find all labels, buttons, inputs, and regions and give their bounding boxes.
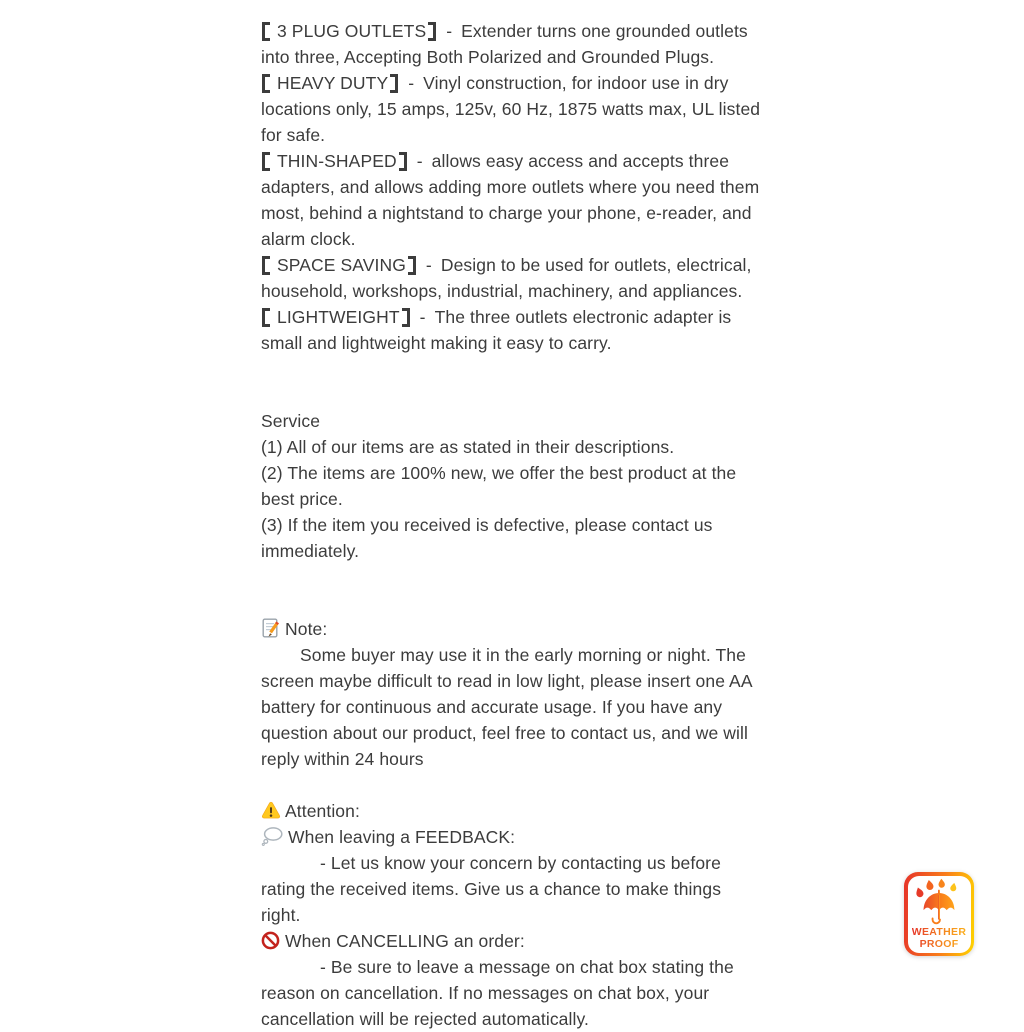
feature-separator: - bbox=[425, 255, 432, 275]
cjk-close-bracket-icon bbox=[402, 308, 410, 327]
cancel-row bbox=[261, 928, 764, 954]
feature-separator: - bbox=[416, 151, 423, 171]
badge-line2: PROOF bbox=[919, 937, 959, 950]
cancel-heading: When CANCELLING an order: bbox=[285, 931, 525, 951]
cjk-close-bracket-icon bbox=[408, 256, 416, 275]
feature-desc: Design to be used for outlets, electrical, household, workshops, industrial, machinery, and appliances. bbox=[261, 255, 752, 301]
note-heading: Note: bbox=[285, 619, 328, 639]
badge-line1: WEATHER bbox=[911, 926, 967, 938]
feature-label: HEAVY DUTY bbox=[277, 73, 389, 93]
service-heading: Service bbox=[261, 411, 321, 431]
cjk-open-bracket-icon bbox=[262, 256, 270, 275]
service-item: (2) The items are 100% new, we offer the best product at the best price. bbox=[261, 463, 737, 509]
note-heading-row bbox=[261, 616, 764, 642]
feature-desc: Vinyl construction, for indoor use in dry locations only, 15 amps, 125v, 60 Hz, 1875 watts max, UL listed for safe. bbox=[261, 73, 761, 145]
cjk-open-bracket-icon bbox=[262, 22, 270, 41]
attention-section bbox=[261, 798, 764, 1032]
cjk-close-bracket-icon bbox=[428, 22, 436, 41]
feature-separator: - bbox=[408, 73, 415, 93]
cjk-close-bracket-icon bbox=[399, 152, 407, 171]
service-item: (1) All of our items are as stated in their descriptions. bbox=[261, 437, 675, 457]
feature-label: SPACE SAVING bbox=[277, 255, 406, 275]
feature-label: THIN-SHAPED bbox=[277, 151, 397, 171]
description-text bbox=[261, 18, 764, 1032]
weather-proof-badge bbox=[904, 872, 974, 956]
feedback-heading: When leaving a FEEDBACK: bbox=[288, 827, 516, 847]
feature-label: LIGHTWEIGHT bbox=[277, 307, 400, 327]
feature-desc: The three outlets electronic adapter is small and lightweight making it easy to carry. bbox=[261, 307, 732, 353]
feature-item bbox=[261, 252, 764, 304]
feedback-detail: - Let us know your concern by contacting us before rating the received items. Give us a chance to make things right. bbox=[261, 853, 722, 925]
prohibited-icon bbox=[261, 931, 280, 950]
attention-heading-row bbox=[261, 798, 764, 824]
note-body: Some buyer may use it in the early morning or night. The screen maybe difficult to read in low light, please insert one AA battery for continuous and accurate usage. If you have any question about our product, feel free to contact us, and we will reply within 24 hours bbox=[261, 645, 752, 769]
badge-text bbox=[912, 927, 966, 950]
feature-label: 3 PLUG OUTLETS bbox=[277, 21, 427, 41]
service-section bbox=[261, 408, 764, 564]
thought-bubble-icon bbox=[261, 827, 283, 846]
cjk-open-bracket-icon bbox=[262, 152, 270, 171]
cjk-open-bracket-icon bbox=[262, 74, 270, 93]
feature-separator: - bbox=[446, 21, 453, 41]
memo-icon bbox=[261, 618, 281, 638]
feedback-row bbox=[261, 824, 764, 850]
cancel-detail: - Be sure to leave a message on chat box stating the reason on cancellation. If no messages on chat box, your cancellation will be rejected automatically. bbox=[261, 957, 734, 1029]
note-section bbox=[261, 616, 764, 772]
weather-proof-badge-inner bbox=[908, 876, 971, 953]
feature-item bbox=[261, 148, 764, 252]
feature-item bbox=[261, 18, 764, 70]
service-item: (3) If the item you received is defective, please contact us immediately. bbox=[261, 515, 713, 561]
feature-desc: Extender turns one grounded outlets into three, Accepting Both Polarized and Grounded Plugs. bbox=[261, 21, 748, 67]
cjk-open-bracket-icon bbox=[262, 308, 270, 327]
feature-desc: allows easy access and accepts three adapters, and allows adding more outlets where you need them most, behind a nightstand to charge your phone, e-reader, and alarm clock. bbox=[261, 151, 760, 249]
feature-item bbox=[261, 70, 764, 148]
feature-item bbox=[261, 304, 764, 356]
cjk-close-bracket-icon bbox=[390, 74, 398, 93]
feature-list bbox=[261, 18, 764, 356]
feature-separator: - bbox=[419, 307, 426, 327]
warning-icon bbox=[261, 801, 281, 820]
umbrella-rain-icon bbox=[913, 878, 965, 926]
attention-heading: Attention: bbox=[285, 801, 360, 821]
